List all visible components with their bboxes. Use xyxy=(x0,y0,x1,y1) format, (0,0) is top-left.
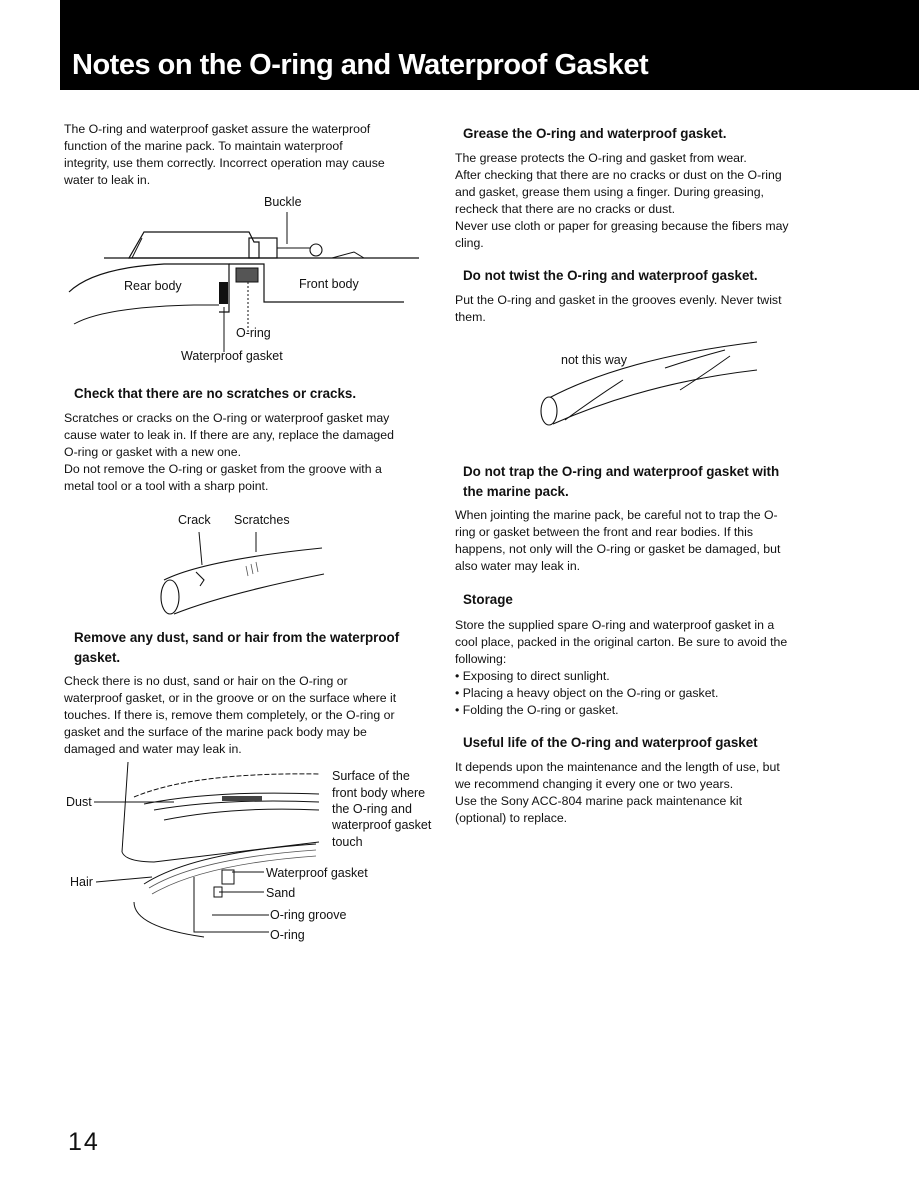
crack-label: Crack xyxy=(178,513,211,527)
surface-label-line5: touch xyxy=(332,835,363,849)
page-number: 14 xyxy=(68,1128,100,1156)
waterproof-gasket-pointer-label: Waterproof gasket xyxy=(266,866,368,880)
scratches-label: Scratches xyxy=(234,513,290,527)
oring-label: O-ring xyxy=(236,326,271,340)
hair-label: Hair xyxy=(70,875,93,889)
surface-label-line2: front body where xyxy=(332,786,426,800)
oring-groove-label: O-ring groove xyxy=(270,908,347,922)
grease-heading: Grease the O-ring and waterproof gasket. xyxy=(463,126,727,141)
left-column xyxy=(64,0,432,1202)
surface-label-line3: the O-ring and xyxy=(332,802,412,816)
trap-heading: Do not trap the O-ring and waterproof gasket with the marine pack. xyxy=(463,464,780,499)
remove-heading: Remove any dust, sand or hair from the waterproof gasket. xyxy=(74,630,400,665)
grease-paragraph: The grease protects the O-ring and gasket from wear. After checking that there are no cracks or dust on the O-ring and gasket, grease them using a finger. During greasing, recheck that there are no cracks or dust. Never use cloth or paper for greasing because the fibers may cling. xyxy=(455,151,789,250)
waterproof-gasket-label: Waterproof gasket xyxy=(181,349,283,363)
check-heading: Check that there are no scratches or cracks. xyxy=(74,386,357,401)
buckle-label: Buckle xyxy=(264,195,302,209)
twist-diagram xyxy=(535,338,775,433)
twist-heading: Do not twist the O-ring and waterproof gasket. xyxy=(463,268,758,283)
storage-heading: Storage xyxy=(463,592,513,607)
useful-life-paragraph: It depends upon the maintenance and the length of use, but we recommend changing it every one or two years. Use the Sony ACC-804 marine pack maintenance kit (optional) to replace. xyxy=(455,760,780,825)
storage-paragraph: Store the supplied spare O-ring and waterproof gasket in a cool place, packed in the original carton. Be sure to avoid the following: • Exposing to direct sunlight. • Placing a heavy object on the O-ring or gasket. • Folding the O-ring or gasket. xyxy=(455,618,788,717)
intro-paragraph: The O-ring and waterproof gasket assure the waterproof function of the marine pack. To maintain waterproof integrity, use them correctly. Incorrect operation may cause water to leak in. xyxy=(64,122,385,187)
page-title: Notes on the O-ring and Waterproof Gasket xyxy=(72,49,649,81)
surface-label-line1: Surface of the xyxy=(332,769,410,783)
surface-label-line4: waterproof gasket xyxy=(332,818,432,832)
front-body-label: Front body xyxy=(299,277,359,291)
useful-life-heading: Useful life of the O-ring and waterproof gasket xyxy=(463,735,758,750)
oring-pointer-label: O-ring xyxy=(270,928,305,942)
not-this-way-label: not this way xyxy=(561,353,628,367)
rear-body-label: Rear body xyxy=(124,279,182,293)
check-paragraph: Scratches or cracks on the O-ring or waterproof gasket may cause water to leak in. If there are any, replace the damaged O-ring or gasket with a new one. Do not remove the O-ring or gasket from the groove with a metal tool or a tool with a sharp point. xyxy=(64,411,394,493)
sand-label: Sand xyxy=(266,886,296,900)
trap-paragraph: When jointing the marine pack, be careful not to trap the O- ring or gasket between the front and rear bodies. If this happens, not only will the O-ring or gasket be damaged, but also water may leak in. xyxy=(455,508,781,573)
crack-scratches-diagram xyxy=(144,510,414,620)
dust-hair-sand-diagram xyxy=(64,762,432,952)
twist-paragraph: Put the O-ring and gasket in the grooves evenly. Never twist them. xyxy=(455,293,782,324)
oring-gasket-diagram xyxy=(64,192,424,367)
remove-paragraph: Check there is no dust, sand or hair on the O-ring or waterproof gasket, or in the groove or on the surface where it touches. If there is, remove them completely, or the O-ring or gasket and the surface of the marine pack body may be damaged and water may leak in. xyxy=(64,674,397,756)
dust-label: Dust xyxy=(66,795,92,809)
right-column xyxy=(455,0,895,1202)
